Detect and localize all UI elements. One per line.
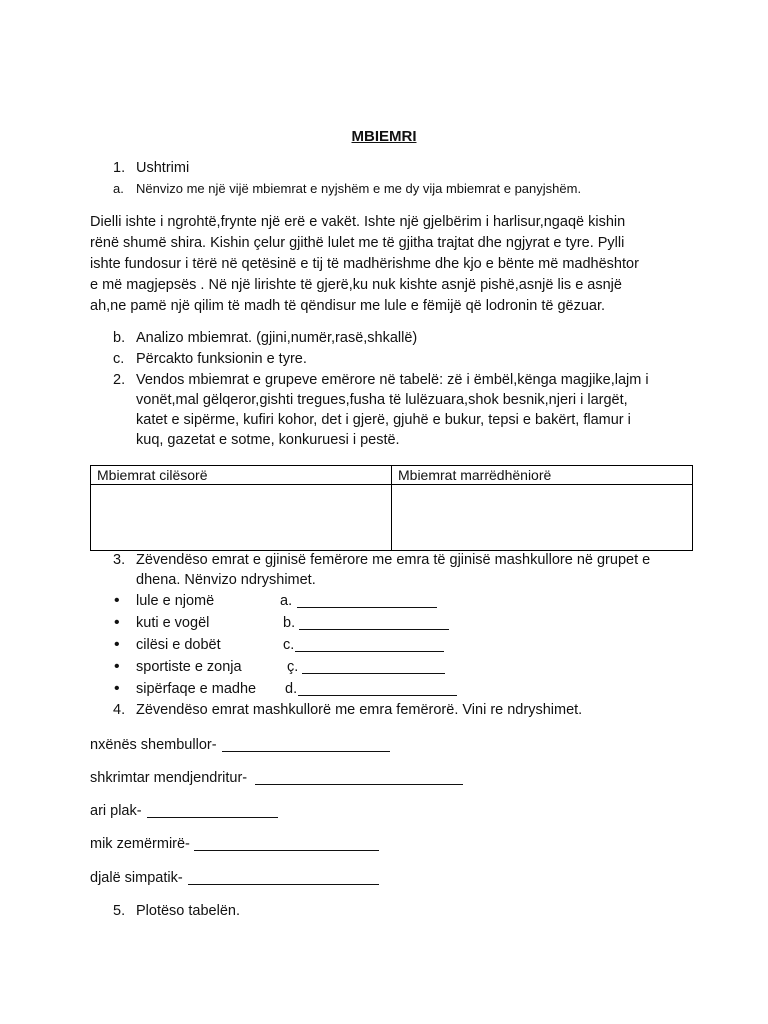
ex2-line: vonët,mal gëlqeror,gishti tregues,fusha të lulëzuara,shok besnik,njeri i largët,: [136, 392, 628, 408]
exb-letter: b.: [113, 330, 126, 346]
fill-label: nxënës shembullor-: [90, 737, 217, 753]
ex1a-letter: a.: [113, 181, 124, 196]
ex2-number: 2.: [113, 372, 126, 388]
ex3-line: dhena. Nënvizo ndryshimet.: [136, 572, 316, 588]
list-item-letter: a.: [280, 593, 293, 609]
ex1-label: Ushtrimi: [136, 160, 190, 176]
answer-line[interactable]: [255, 771, 463, 785]
answer-line[interactable]: [295, 638, 444, 652]
ex4-text: Zëvendëso emrat mashkullorë me emra femërorë. Vini re ndryshimet.: [136, 702, 583, 718]
list-item-text: sipërfaqe e madhe: [136, 681, 257, 697]
paragraph-line: e më magjepsës . Në një lirishte të gjerë,ku nuk kishte asnjë pishë,asnjë lis e asnjë: [90, 277, 622, 293]
bullet-icon: •: [114, 636, 120, 653]
ex5-text: Plotëso tabelën.: [136, 903, 240, 919]
bullet-icon: •: [114, 658, 120, 675]
list-item-text: cilësi e dobët: [136, 637, 221, 653]
list-item-letter: ç.: [287, 659, 299, 675]
answer-line[interactable]: [298, 682, 457, 696]
answer-line[interactable]: [297, 594, 437, 608]
bullet-icon: •: [114, 614, 120, 631]
ex2-line: katet e sipërme, kufiri kohor, det i gjerë, gjuhë e bukur, tepsi e bakërt, flamur i: [136, 412, 631, 428]
table-header-marredhenore: Mbiemrat marrëdhëniorë: [392, 466, 693, 485]
ex5-number: 5.: [113, 903, 126, 919]
list-item-letter: c.: [283, 637, 295, 653]
list-item-letter: b.: [283, 615, 296, 631]
ex4-number: 4.: [113, 702, 126, 718]
answer-line[interactable]: [188, 871, 379, 885]
bullet-icon: •: [114, 680, 120, 697]
table-cell-empty[interactable]: [91, 485, 392, 551]
answer-line[interactable]: [302, 660, 445, 674]
ex1a-instruction: Nënvizo me një vijë mbiemrat e nyjshëm e me dy vija mbiemrat e panyjshëm.: [136, 181, 582, 196]
table-header-cilesore: Mbiemrat cilësorë: [91, 466, 392, 485]
fill-label: ari plak-: [90, 803, 142, 819]
paragraph-line: ah,ne pamë një qilim të madh të qëndisur me lule e fëmijë që lodronin të gëzuar.: [90, 298, 606, 314]
exb-text: Analizo mbiemrat. (gjini,numër,rasë,shkallë): [136, 330, 418, 346]
ex3-line: Zëvendëso emrat e gjinisë femërore me emra të gjinisë mashkullore në grupet e: [136, 552, 651, 568]
ex2-line: kuq, gazetat e sotme, konkuruesi i pestë.: [136, 432, 400, 448]
answer-line[interactable]: [194, 837, 379, 851]
list-item-text: kuti e vogël: [136, 615, 210, 631]
fill-label: shkrimtar mendjendritur-: [90, 770, 248, 786]
answer-line[interactable]: [299, 616, 449, 630]
fill-label: djalë simpatik-: [90, 870, 183, 886]
list-item-text: sportiste e zonja: [136, 659, 242, 675]
paragraph-line: ishte fundosur i tërë në qetësinë e tij të madhërishme dhe kjo e bënte më madhështor: [90, 256, 639, 272]
bullet-icon: •: [114, 592, 120, 609]
list-item-text: lule e njomë: [136, 593, 215, 609]
answer-line[interactable]: [147, 804, 278, 818]
exc-letter: c.: [113, 351, 125, 367]
fill-label: mik zemërmirë-: [90, 836, 190, 852]
adjectives-table: [90, 465, 693, 551]
exercise-paragraph: [90, 212, 680, 317]
list-item-letter: d.: [285, 681, 298, 697]
answer-line[interactable]: [222, 738, 390, 752]
table-cell-empty[interactable]: [392, 485, 693, 551]
paragraph-line: Dielli ishte i ngrohtë,frynte një erë e vakët. Ishte një gjelbërim i harlisur,ngaqë kishin: [90, 214, 626, 230]
exc-text: Përcakto funksionin e tyre.: [136, 351, 307, 367]
ex1-number: 1.: [113, 160, 126, 176]
ex2-line: Vendos mbiemrat e grupeve emërore në tabelë: zë i ëmbël,kënga magjike,lajm i: [136, 372, 649, 388]
ex3-number: 3.: [113, 552, 126, 568]
paragraph-line: rënë shumë shira. Kishin çelur gjithë lulet me të gjitha trajtat dhe ngjyrat e tyre. Pylli: [90, 235, 625, 251]
page-title: MBIEMRI: [351, 128, 417, 145]
